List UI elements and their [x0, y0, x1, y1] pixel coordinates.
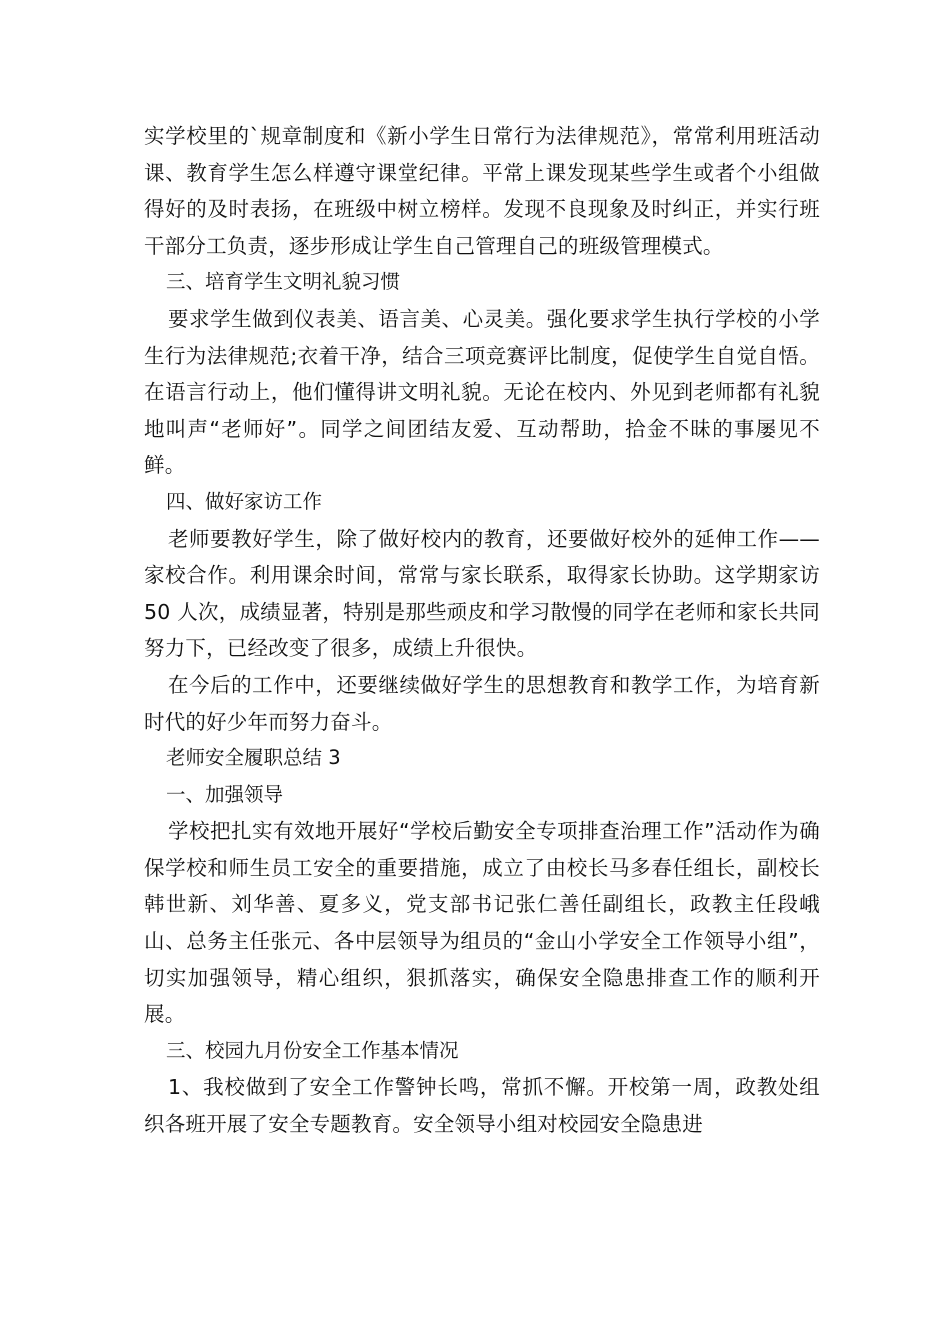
heading-civility-habits: 三、培育学生文明礼貌习惯 [166, 270, 401, 294]
paragraph-future-work: 在今后的工作中，还要继续做好学生的思想教育和教学工作，为培育新时代的好少年而努力奋斗。 [144, 672, 820, 734]
heading-strengthen-leadership: 一、加强领导 [166, 782, 284, 806]
paragraph-home-visits: 老师要教好学生，除了做好校内的教育，还要做好校外的延伸工作——家校合作。利用课余时间，常常与家长联系，取得家长协助。这学期家访 50 人次，成绩显著，特别是那些顽皮和学习散慢的同学在老师和家长共同努力下，已经改变了很多，成绩上升很快。 [144, 526, 820, 661]
paragraph-class-management: 实学校里的`规章制度和《新小学生日常行为法律规范》，常常利用班活动课、教育学生怎么样遵守课堂纪律。平常上课发现某些学生或者个小组做得好的及时表扬，在班级中树立榜样。发现不良现象及时纠正，并实行班干部分工负责，逐步形成让学生自己管理自己的班级管理模式。 [144, 124, 820, 258]
heading-home-visits: 四、做好家访工作 [166, 489, 323, 513]
document-body [144, 118, 820, 1143]
paragraph-safety-alarm: 1、我校做到了安全工作警钟长鸣，常抓不懈。开校第一周，政教处组织各班开展了安全专题教育。安全领导小组对校园安全隐患进 [144, 1075, 820, 1137]
paragraph-leadership-group: 学校把扎实有效地开展好“学校后勤安全专项排查治理工作”活动作为确保学校和师生员工安全的重要措施，成立了由校长马多春任组长，副校长韩世新、刘华善、夏多义，党支部书记张仁善任副组长，政教主任段峨山、总务主任张元、各中层领导为组员的“金山小学安全工作领导小组”，切实加强领导，精心组织，狠抓落实，确保安全隐患排查工作的顺利开展。 [144, 819, 820, 1027]
heading-september-safety: 三、校园九月份安全工作基本情况 [166, 1038, 459, 1062]
paragraph-civility: 要求学生做到仪表美、语言美、心灵美。强化要求学生执行学校的小学生行为法律规范;衣着干净，结合三项竞赛评比制度，促使学生自觉自悟。在语言行动上，他们懂得讲文明礼貌。无论在校内、外见到老师都有礼貌地叫声“老师好”。同学之间团结友爱、互动帮助，拾金不昧的事屡见不鲜。 [144, 306, 820, 478]
section-title-safety-summary-3: 老师安全履职总结 3 [166, 746, 341, 770]
